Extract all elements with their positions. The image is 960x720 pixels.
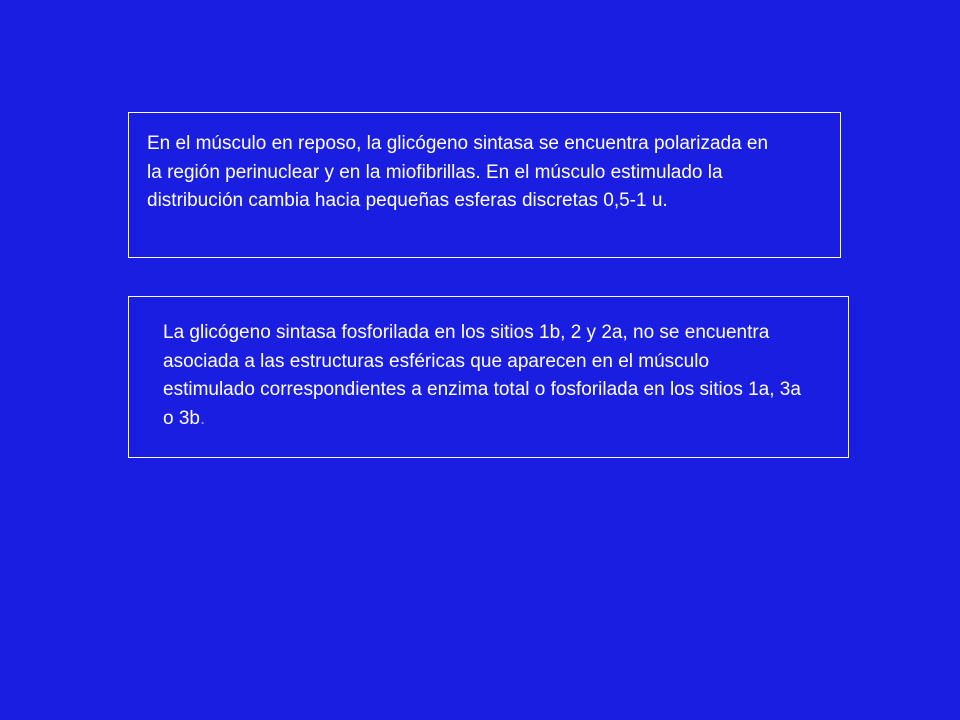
text-box-phosphorylated-sites <box>128 296 849 458</box>
paragraph-phosphorylated-sites-text: La glicógeno sintasa fosforilada en los sitios 1b, 2 y 2a, no se encuentra asociada a las estructuras esféricas que aparecen en el músculo estimulado correspondientes a enzima total o fosforilada en los sitios 1a, 3a o 3b <box>163 322 801 429</box>
paragraph-rest-muscle: En el músculo en reposo, la glicógeno sintasa se encuentra polarizada en la región perinuclear y en la miofibrillas. En el músculo estimulado la distribución cambia hacia pequeñas esferas discretas 0,5-1 u. <box>147 133 769 211</box>
trailing-period: . <box>199 407 206 429</box>
text-box-rest-muscle <box>128 112 841 258</box>
paragraph-phosphorylated-sites <box>163 319 803 433</box>
